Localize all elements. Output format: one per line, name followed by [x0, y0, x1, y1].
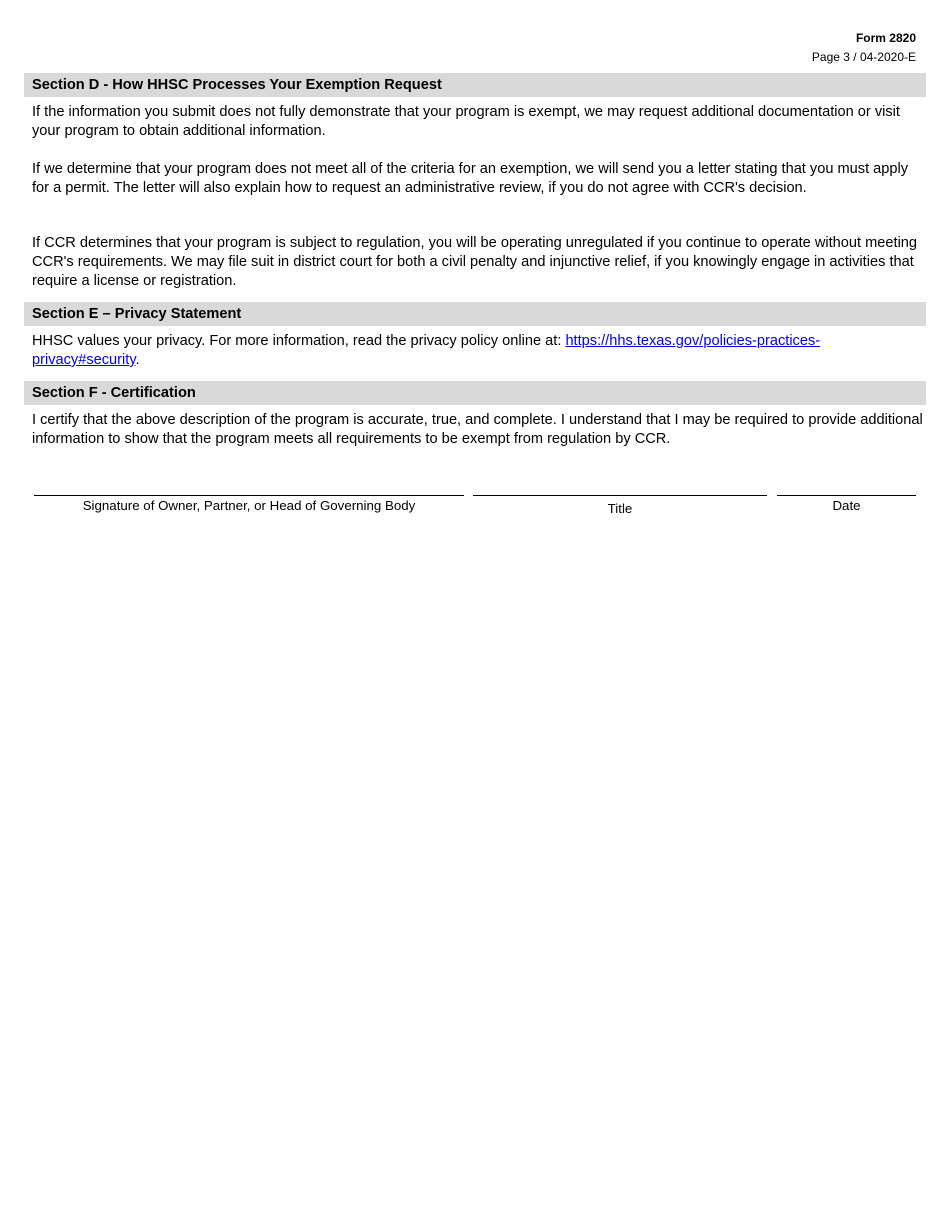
page-info: Page 3 / 04-2020-E — [811, 50, 916, 64]
title-label: Title — [607, 501, 633, 516]
section-d-heading: Section D - How HHSC Processes Your Exemption Request — [24, 73, 926, 97]
date-label: Date — [832, 498, 861, 513]
signature-line[interactable] — [34, 495, 464, 496]
section-f-heading: Section F - Certification — [24, 381, 926, 405]
section-d-paragraph-2: If we determine that your program does not meet all of the criteria for an exemption, we will send you a letter stating that you must apply for a permit. The letter will also explain how to request an administrative review, if you do not agree with CCR's decision. — [32, 161, 909, 196]
section-d-paragraph-3: If CCR determines that your program is subject to regulation, you will be operating unregulated if you continue to operate without meeting CCR's requirements. We may file suit in district court for both a civil penalty and injunctive relief, if you knowingly engage in activities that require a license or registration. — [32, 235, 918, 289]
section-e-paragraph — [32, 332, 924, 370]
form-number: Form 2820 — [855, 31, 916, 45]
section-e-heading: Section E – Privacy Statement — [24, 302, 926, 326]
privacy-period: . — [135, 352, 140, 368]
signature-label: Signature of Owner, Partner, or Head of Governing Body — [82, 498, 416, 513]
section-d-paragraph-1: If the information you submit does not fully demonstrate that your program is exempt, we may request additional documentation or visit your program to obtain additional information. — [32, 104, 900, 139]
privacy-policy-link[interactable]: https://hhs.texas.gov/policies-practices-privacy#security — [32, 333, 821, 368]
privacy-text: HHSC values your privacy. For more information, read the privacy policy online at: — [32, 333, 566, 349]
certification-text: I certify that the above description of the program is accurate, true, and complete. I understand that I may be required to provide additional information to show that the program meets all requirements to be exempt from regulation by CCR. — [32, 412, 923, 447]
title-line[interactable] — [473, 495, 767, 496]
date-line[interactable] — [777, 495, 916, 496]
